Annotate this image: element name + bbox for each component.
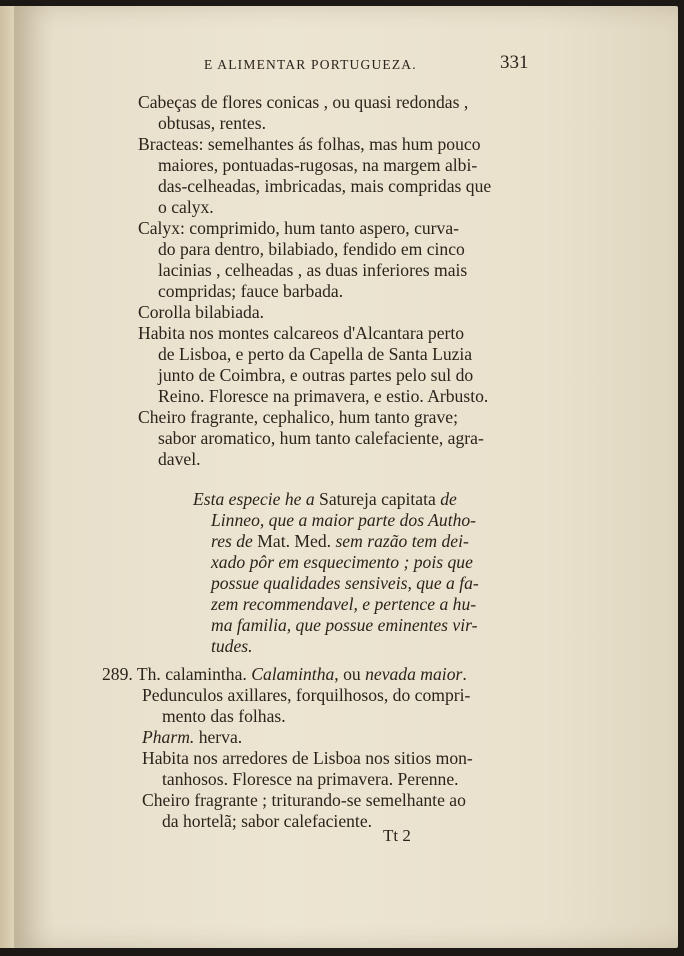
note-line: zem recommendavel, e pertence a hu- bbox=[211, 594, 477, 614]
note-line bbox=[193, 489, 457, 510]
body-line: de Lisboa, e perto da Capella de Santa Luzia bbox=[158, 344, 473, 364]
body-line: Habita nos montes calcareos d'Alcantara perto bbox=[138, 323, 465, 343]
body-line: o calyx. bbox=[158, 197, 214, 217]
body-line: lacinias , celheadas , as duas inferiores mais bbox=[158, 260, 468, 280]
note-line: Linneo, que a maior parte dos Autho- bbox=[211, 510, 477, 530]
body-line: Cheiro fragrante, cephalico, hum tanto grave; bbox=[138, 407, 458, 427]
note-text: res de bbox=[211, 531, 258, 551]
note-line: tudes. bbox=[211, 636, 253, 656]
body-line: do para dentro, bilabiado, fendido em cinco bbox=[158, 239, 465, 259]
note-line bbox=[211, 531, 469, 552]
body-line: junto de Coimbra, e outras partes pelo sul do bbox=[158, 365, 474, 385]
body-line: das-celheadas, imbricadas, mais compridas que bbox=[158, 176, 492, 196]
pharm-label: Pharm. bbox=[142, 727, 195, 747]
running-title: E ALIMENTAR PORTUGUEZA. bbox=[204, 57, 417, 72]
note-line: xado pôr em esquecimento ; pois que bbox=[211, 552, 473, 572]
note-text: sem razão tem dei- bbox=[331, 531, 469, 551]
body-line: tanhosos. Floresce na primavera. Perenne. bbox=[162, 769, 459, 789]
body-line: sabor aromatico, hum tanto calefaciente, agra- bbox=[158, 428, 484, 448]
entry-title: , ou bbox=[334, 664, 366, 684]
body-line: Pedunculos axillares, forquilhosos, do compri- bbox=[142, 685, 471, 705]
body-line: Corolla bilabiada. bbox=[138, 302, 265, 322]
body-line: Habita nos arredores de Lisboa nos sitios mon- bbox=[142, 748, 473, 768]
body-line: compridas; fauce barbada. bbox=[158, 281, 344, 301]
body-line: Bracteas: semelhantes ás folhas, mas hum pouco bbox=[138, 134, 481, 154]
body-line: obtusas, rentes. bbox=[158, 113, 266, 133]
pharm-value: herva. bbox=[194, 727, 243, 747]
page-number: 331 bbox=[500, 52, 529, 73]
entry-title: Th. calamintha. bbox=[132, 664, 252, 684]
entry-title-italic: nevada maior bbox=[365, 664, 463, 684]
body-line: da hortelã; sabor calefaciente. bbox=[162, 811, 373, 831]
body-line: Cabeças de flores conicas , ou quasi redondas , bbox=[138, 92, 469, 112]
entry-title-italic: Calamintha bbox=[251, 664, 335, 684]
entry-title: . bbox=[462, 664, 467, 684]
body-line: Calyx: comprimido, hum tanto aspero, curva- bbox=[138, 218, 460, 238]
species-name: Satureja capitata bbox=[319, 489, 436, 509]
body-line: Cheiro fragrante ; triturando-se semelhante ao bbox=[142, 790, 466, 810]
body-line: mento das folhas. bbox=[162, 706, 286, 726]
entry-heading bbox=[102, 664, 467, 685]
note-text: de bbox=[435, 489, 457, 509]
note-line: possue qualidades sensiveis, que a fa- bbox=[211, 573, 479, 593]
body-line bbox=[142, 727, 242, 748]
body-line: Reino. Floresce na primavera, e estio. Arbusto. bbox=[158, 386, 489, 406]
entry-number: 289. bbox=[102, 664, 133, 684]
signature-mark: Tt 2 bbox=[383, 826, 411, 845]
note-line: ma familia, que possue eminentes vir- bbox=[211, 615, 478, 635]
note-text: Esta especie he a bbox=[193, 489, 320, 509]
body-line: maiores, pontuadas-rugosas, na margem albi- bbox=[158, 155, 478, 175]
body-line: davel. bbox=[158, 449, 201, 469]
abbrev-text: Mat. Med. bbox=[257, 531, 332, 551]
